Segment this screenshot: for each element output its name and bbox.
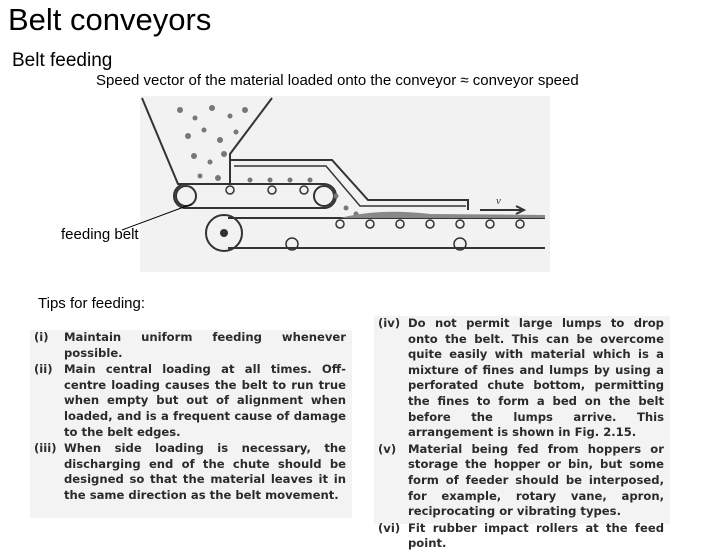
tip-number: (vi) bbox=[378, 520, 401, 535]
tips-heading: Tips for feeding: bbox=[38, 295, 145, 312]
material-lump bbox=[208, 160, 213, 165]
tip-number: (ii) bbox=[34, 362, 53, 377]
tail-pulley-hub bbox=[221, 230, 227, 236]
tips-scan-left bbox=[30, 330, 352, 518]
tip-text: Main central loading at all times. Off-centre loading causes the belt to run true when empty but out of alignment when loaded, and is a frequent cause of damage to the belt edges. bbox=[64, 362, 346, 439]
tip-item bbox=[30, 441, 352, 503]
material-lump bbox=[334, 194, 339, 199]
material-lump bbox=[268, 178, 273, 183]
tip-number: (v) bbox=[378, 441, 397, 456]
material-lump bbox=[344, 206, 349, 211]
material-lump bbox=[217, 137, 223, 143]
tip-number: (iii) bbox=[34, 441, 57, 456]
tip-number: (iv) bbox=[378, 316, 401, 330]
material-lump bbox=[202, 128, 207, 133]
material-lump bbox=[198, 174, 203, 179]
material-lump bbox=[191, 153, 197, 159]
material-lump bbox=[185, 133, 191, 139]
tip-item bbox=[30, 362, 352, 440]
velocity-label: v bbox=[496, 195, 501, 207]
tip-text: When side loading is necessary, the discharging end of the chute should be designed so that the material leaves it in the same direction as the belt movement. bbox=[64, 441, 346, 502]
slide-subtitle: Belt feeding bbox=[12, 50, 113, 71]
tip-item bbox=[374, 521, 670, 552]
belt-feeding-diagram bbox=[140, 96, 550, 272]
material-lump bbox=[308, 178, 313, 183]
material-lump bbox=[228, 114, 233, 119]
material-lump bbox=[215, 175, 221, 181]
material-lump bbox=[193, 116, 198, 121]
tips-scan-right bbox=[374, 316, 670, 551]
tip-item bbox=[30, 330, 352, 361]
material-lump bbox=[248, 178, 253, 183]
feeding-belt-label: feeding belt bbox=[61, 226, 139, 243]
speed-statement: Speed vector of the material loaded onto the conveyor ≈ conveyor speed bbox=[96, 72, 579, 89]
tip-text: Maintain uniform feeding whenever possible. bbox=[64, 330, 346, 360]
material-lump bbox=[177, 107, 183, 113]
material-lump bbox=[242, 107, 248, 113]
tip-item bbox=[374, 442, 670, 520]
material-lump bbox=[288, 178, 293, 183]
tip-number: (i) bbox=[34, 330, 49, 344]
material-lump bbox=[234, 130, 239, 135]
material-lump bbox=[209, 105, 215, 111]
tip-text: Material being fed from hoppers or storage the hopper or bin, but some form of feeder should be interposed, for example, rotary vane, apron, reciprocating or vibrating types. bbox=[408, 441, 664, 519]
tip-text: Fit rubber impact rollers at the feed point. bbox=[408, 520, 664, 551]
material-lump bbox=[221, 151, 227, 157]
tip-item bbox=[374, 316, 670, 441]
tip-text: Do not permit large lumps to drop onto the belt. This can be overcome quite easily with material which is a mixture of fines and lumps by using a perforated chute bottom, permitting the fines to form a bed on the belt before the lumps arrive. This arrangement is shown in Fig. 2.15. bbox=[408, 316, 664, 440]
slide-title: Belt conveyors bbox=[8, 2, 212, 37]
